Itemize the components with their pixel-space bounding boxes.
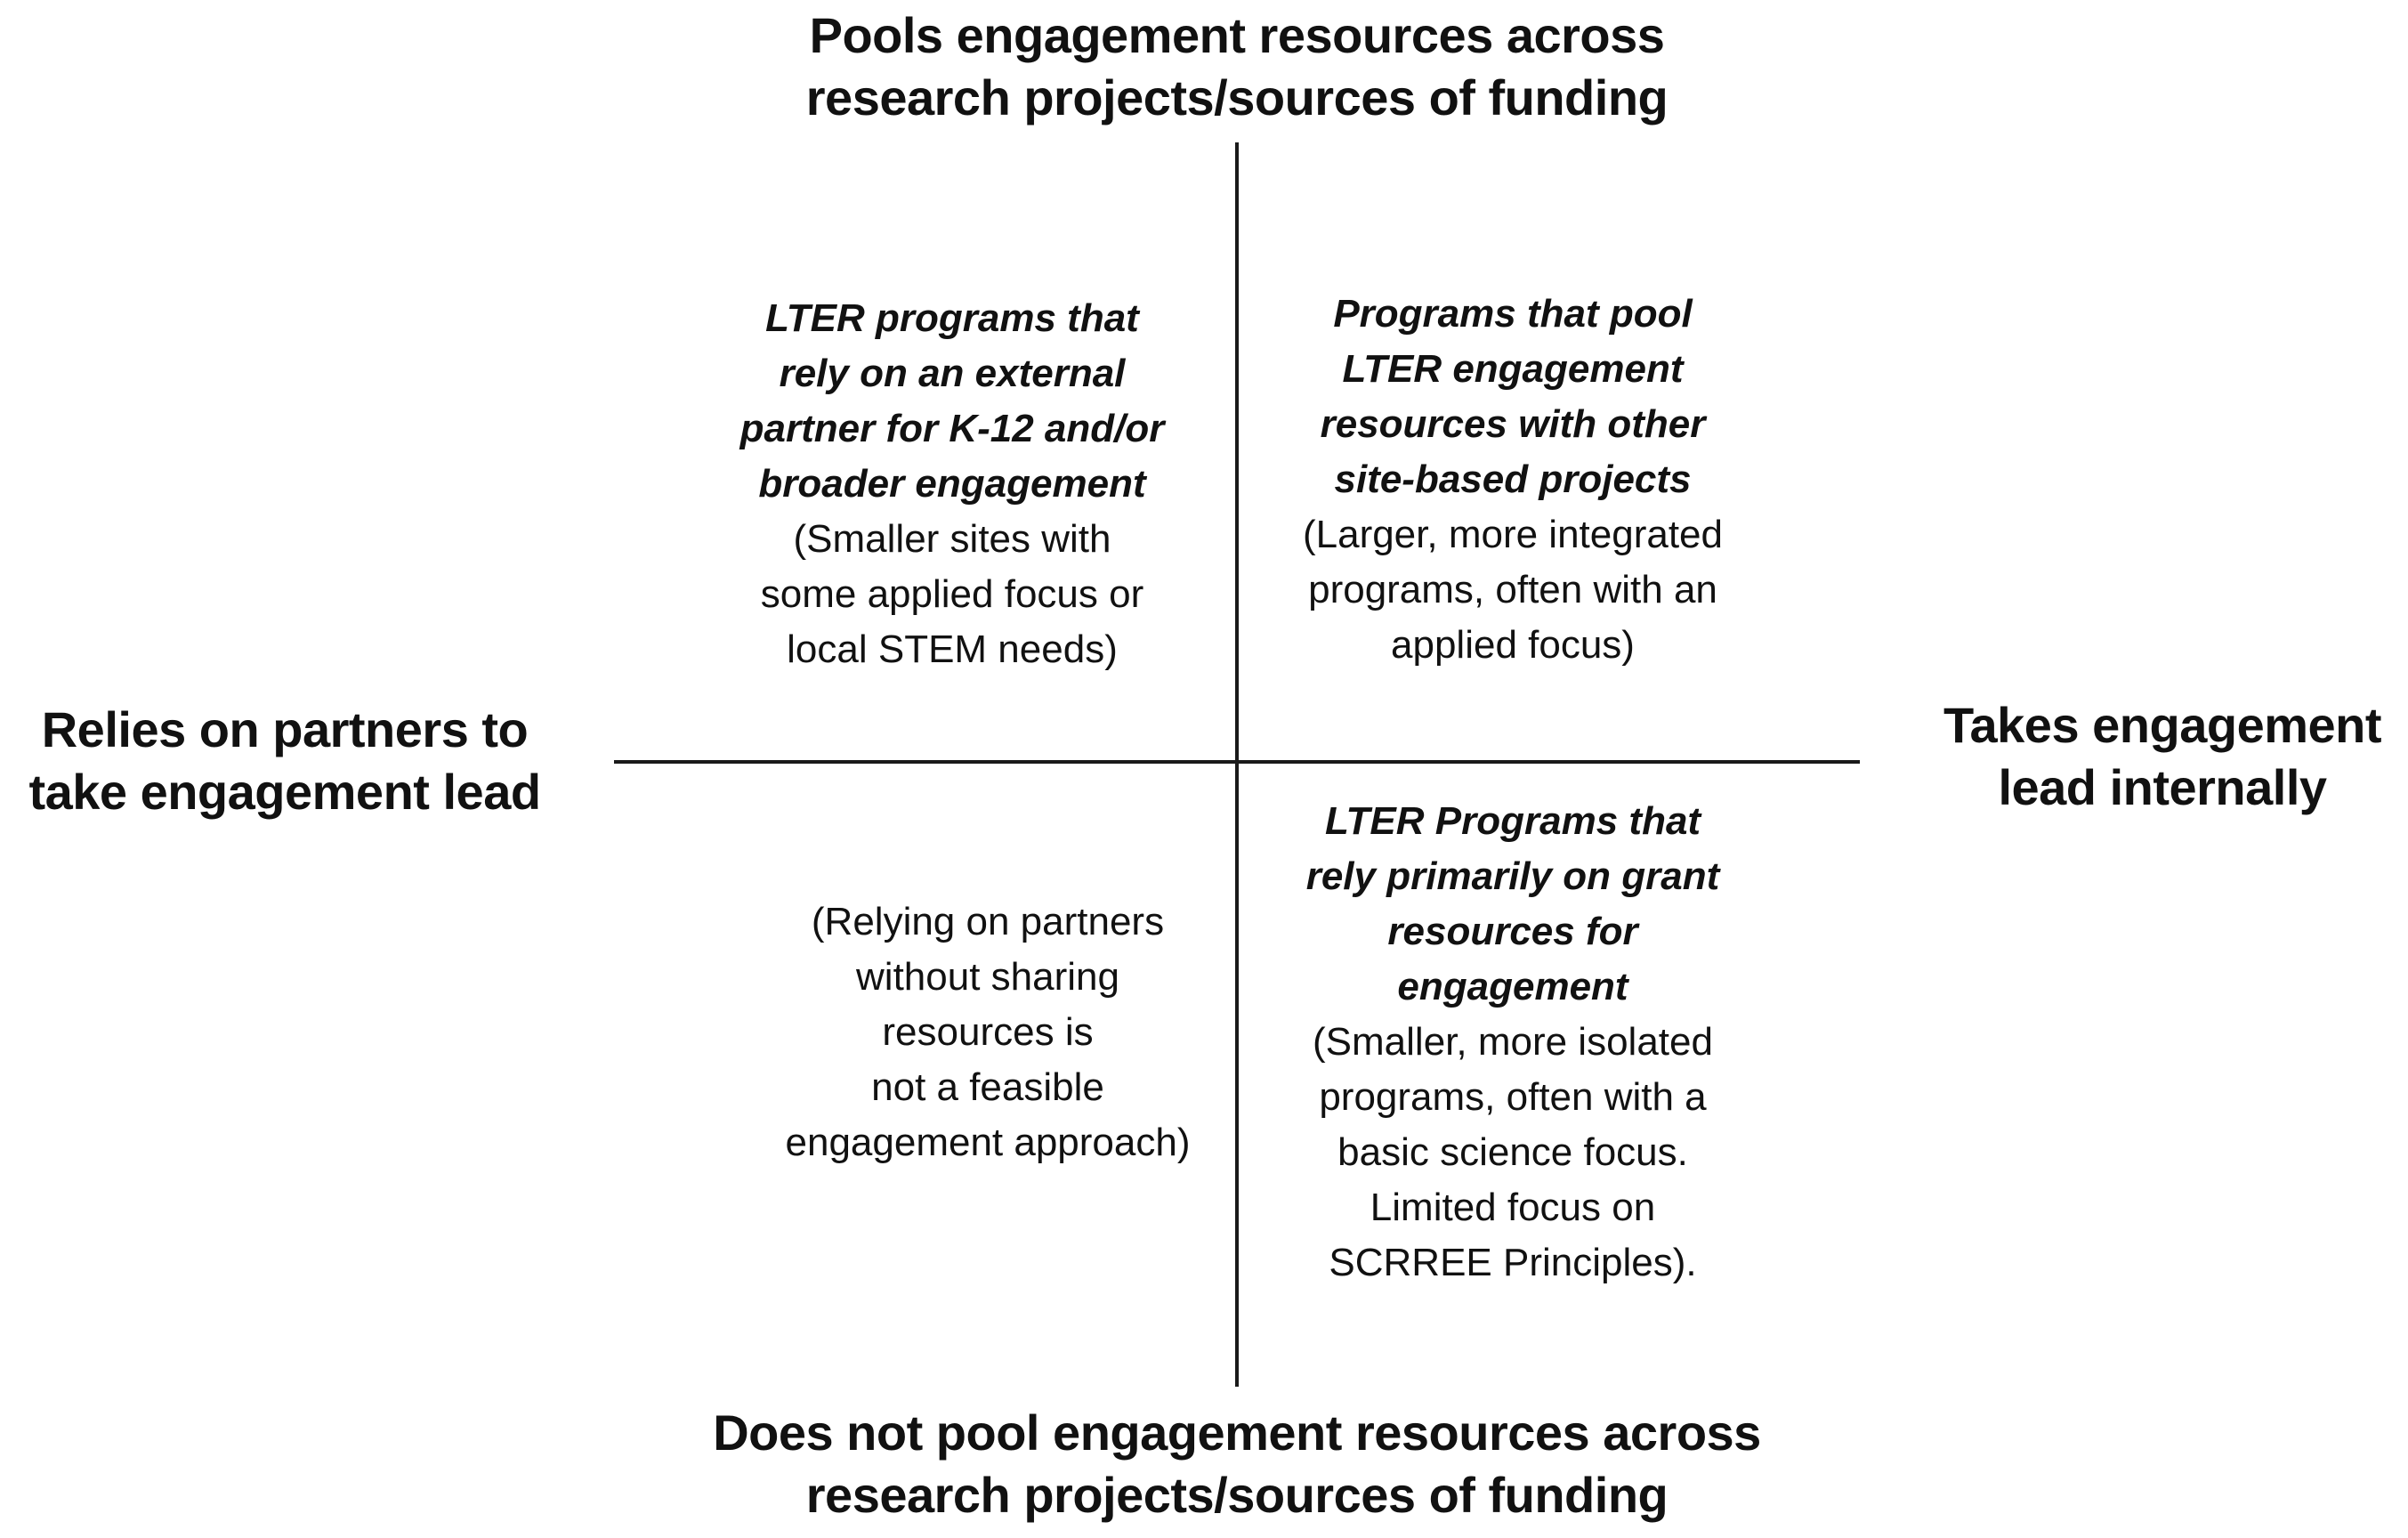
axis-label-bottom-line: research projects/sources of funding xyxy=(805,1467,1669,1523)
axis-label-top-line: Pools engagement resources across xyxy=(809,7,1665,63)
quadrant-title-line: rely primarily on grant xyxy=(1305,854,1720,898)
quadrant-title-line: partner for K-12 and/or xyxy=(739,407,1165,450)
axis-label-right xyxy=(1922,694,2403,819)
quadrant-description-line: some applied focus or xyxy=(760,572,1144,616)
quadrant-description-line: Limited focus on xyxy=(1370,1186,1656,1229)
horizontal-axis-line xyxy=(614,760,1860,764)
axis-label-left-line: take engagement lead xyxy=(28,764,541,820)
quadrant-description-line: engagement approach) xyxy=(785,1121,1191,1164)
axis-label-top-line: research projects/sources of funding xyxy=(805,69,1669,125)
quadrant-description-line: without sharing xyxy=(856,955,1119,999)
quadrant-description-line: (Smaller, more isolated xyxy=(1313,1020,1713,1064)
quadrant-title-line: broader engagement xyxy=(758,462,1146,506)
quadrant-description-line: programs, often with a xyxy=(1319,1075,1707,1119)
quadrant-title-line: engagement xyxy=(1397,965,1628,1008)
axis-label-right-line: lead internally xyxy=(1998,759,2327,815)
quadrant-description-line: SCRREE Principles). xyxy=(1329,1241,1697,1284)
quadrant-description-line: (Smaller sites with xyxy=(793,517,1111,561)
axis-label-left-line: Relies on partners to xyxy=(41,701,529,757)
quadrant-title-line: LTER engagement xyxy=(1342,347,1684,391)
axis-label-right-line: Takes engagement xyxy=(1943,697,2382,753)
quadrant-description-line: basic science focus. xyxy=(1337,1130,1688,1174)
quadrant-title-line: Programs that pool xyxy=(1333,292,1693,336)
quadrant-title xyxy=(685,291,1219,512)
quadrant-description xyxy=(1246,507,1780,673)
axis-label-left xyxy=(9,699,561,823)
vertical-axis-line xyxy=(1235,142,1239,1387)
quadrant-description-line: applied focus) xyxy=(1391,623,1635,667)
quadrant-description-line: (Larger, more integrated xyxy=(1302,513,1724,556)
quadrant-top-left xyxy=(685,291,1219,677)
quadrant-title-line: resources with other xyxy=(1320,402,1706,446)
quadrant-title-line: resources for xyxy=(1387,910,1638,953)
quadrant-bottom-right xyxy=(1246,794,1780,1291)
quadrant-title-line: site-based projects xyxy=(1334,457,1692,501)
axis-label-bottom xyxy=(713,1402,1761,1526)
quadrant-title-line: LTER programs that xyxy=(765,296,1139,340)
quadrant-title-line: rely on an external xyxy=(779,352,1126,395)
quadrant-title xyxy=(1246,794,1780,1015)
quadrant-description-line: (Relying on partners xyxy=(811,900,1165,943)
quadrant-description-line: resources is xyxy=(882,1010,1094,1054)
axis-label-top xyxy=(806,4,1668,129)
axis-label-bottom-line: Does not pool engagement resources across xyxy=(713,1404,1761,1461)
quadrant-title-line: LTER Programs that xyxy=(1324,799,1701,843)
quadrant-description-line: not a feasible xyxy=(871,1065,1104,1109)
quadrant-bottom-left xyxy=(703,894,1273,1170)
quadrant-title xyxy=(1246,287,1780,507)
quadrant-description xyxy=(1246,1015,1780,1291)
quadrant-description xyxy=(703,894,1273,1170)
quadrant-top-right xyxy=(1246,287,1780,673)
quadrant-description-line: programs, often with an xyxy=(1308,568,1717,611)
quadrant-description xyxy=(685,512,1219,677)
quadrant-description-line: local STEM needs) xyxy=(787,627,1118,671)
